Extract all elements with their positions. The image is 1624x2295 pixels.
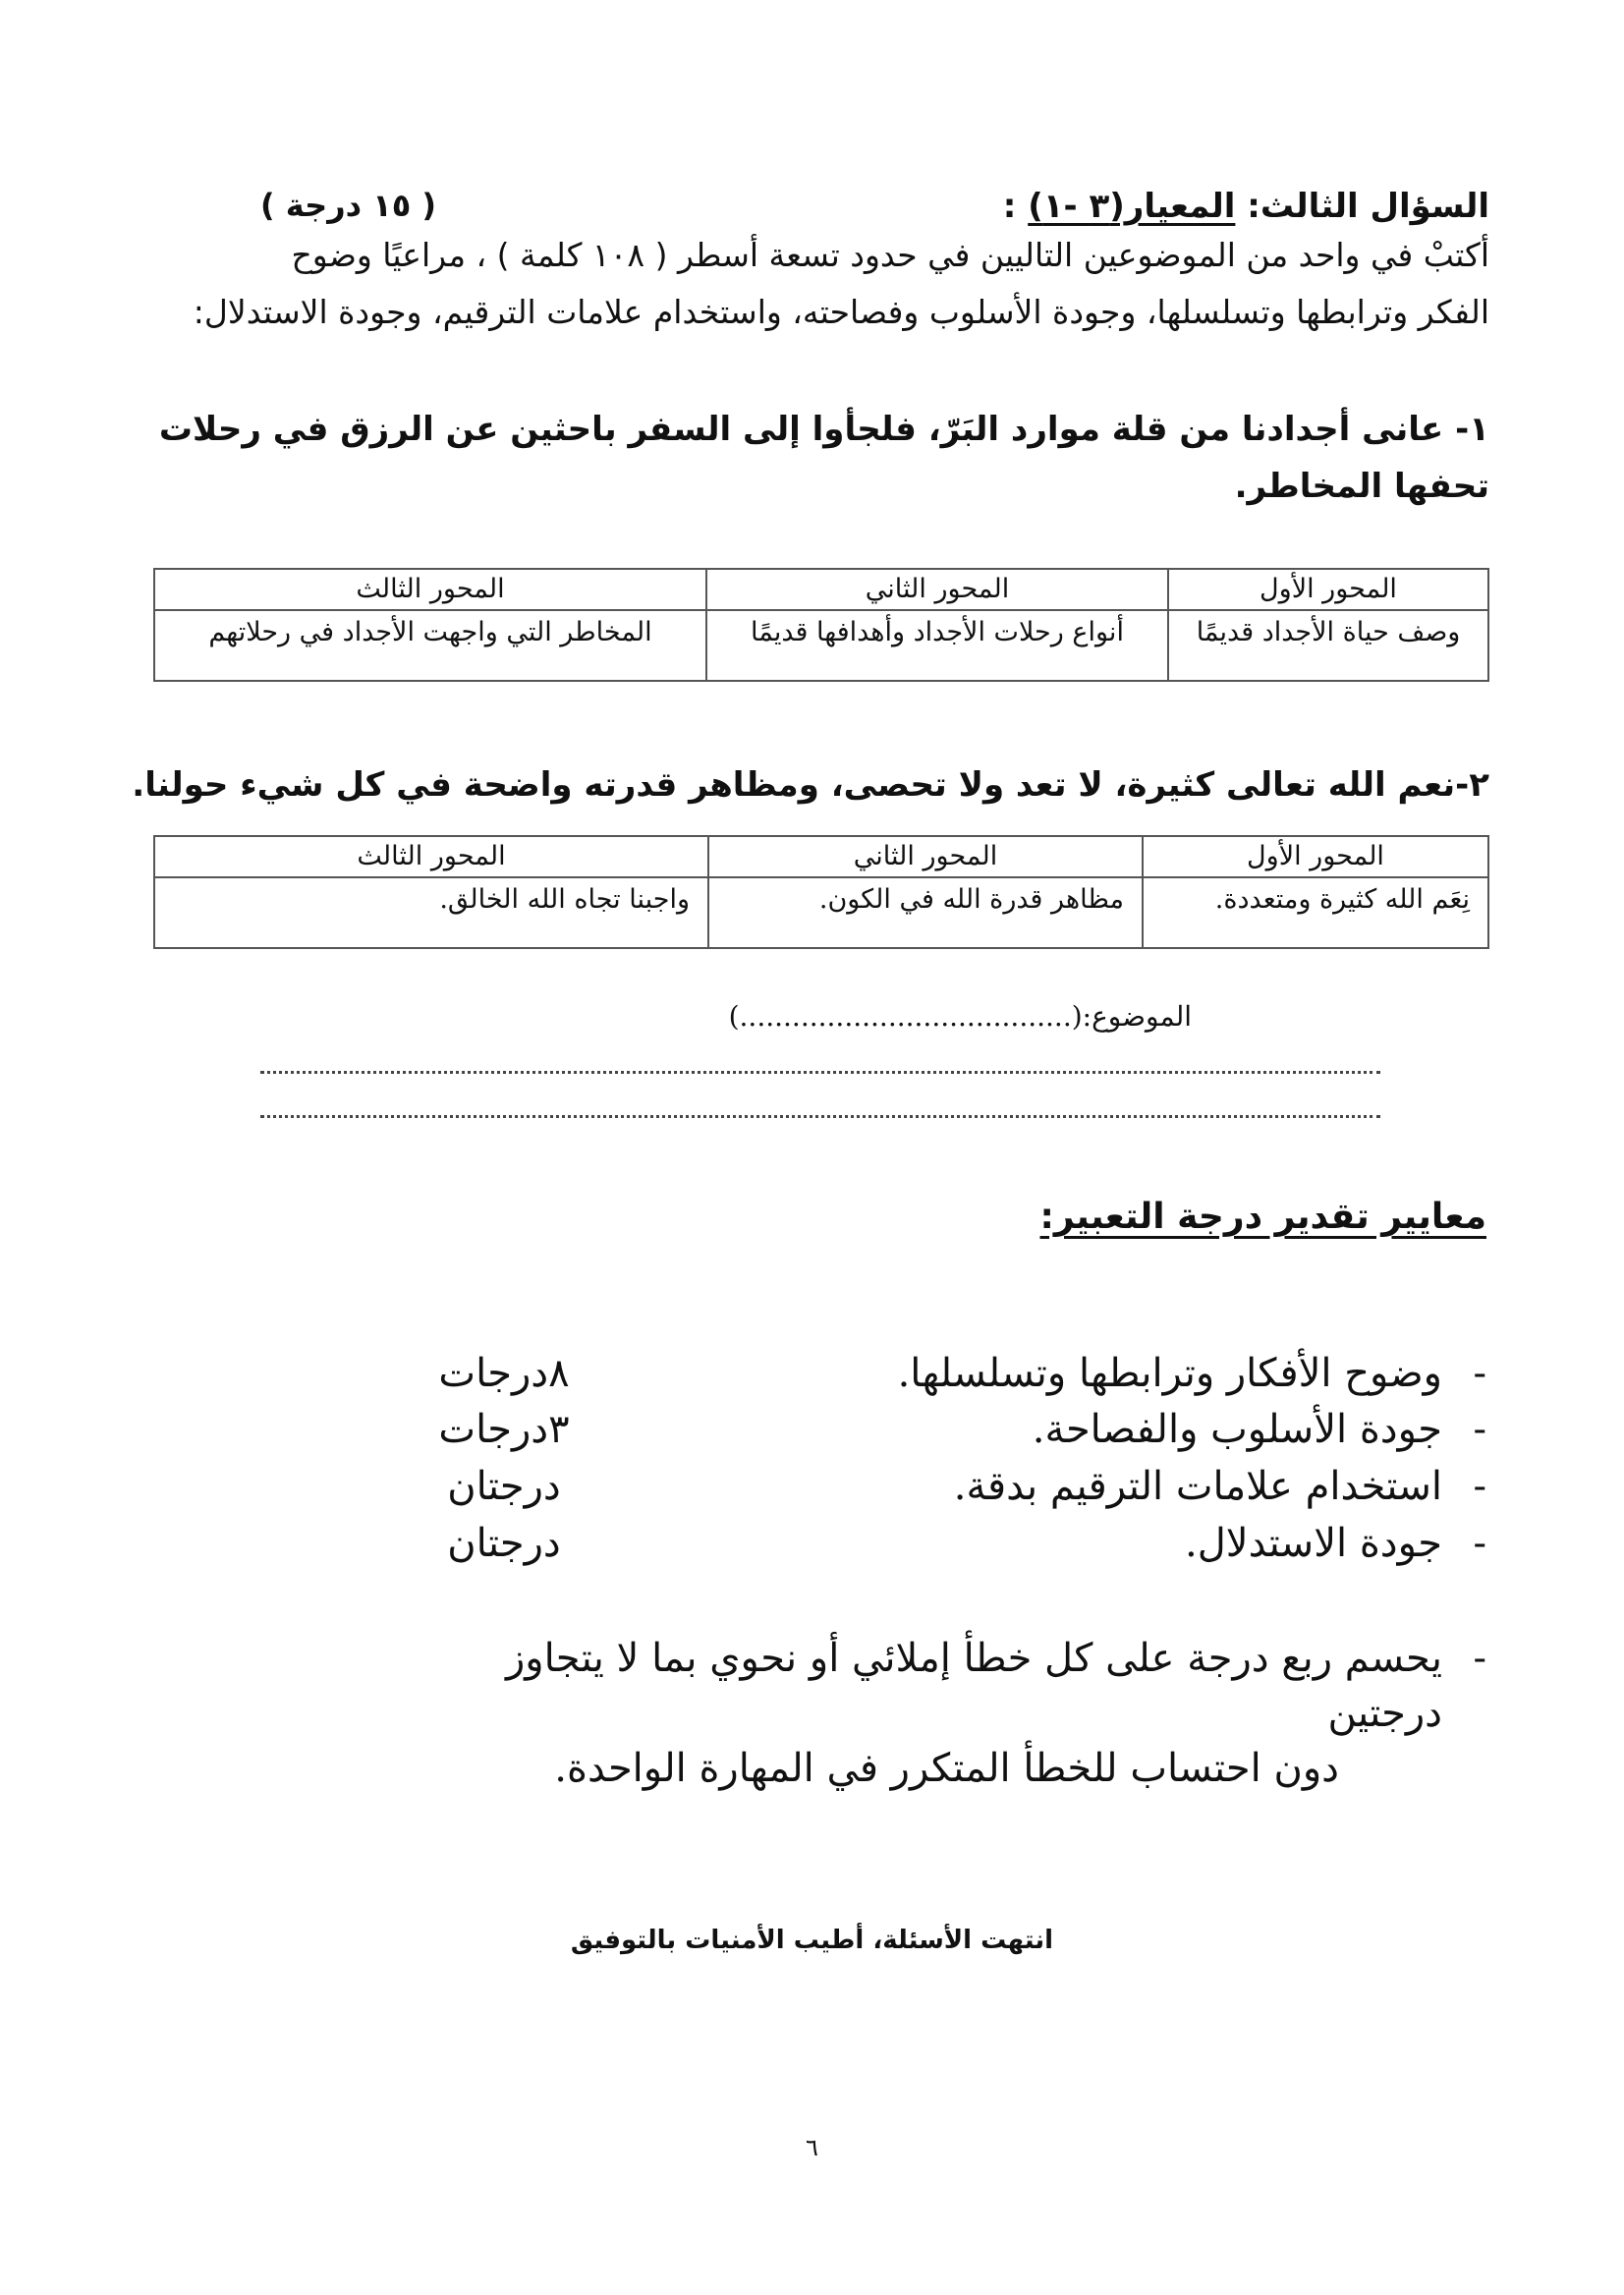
topic-2-axis-1-cell: نِعَم الله كثيرة ومتعددة.: [1143, 877, 1488, 948]
topic-1-axis-3-cell: المخاطر التي واجهت الأجداد في رحلاتهم: [154, 610, 706, 681]
closing-note: انتهت الأسئلة، أطيب الأمنيات بالتوفيق: [570, 1926, 1054, 1955]
topic-2-axis-1-header: المحور الأول: [1143, 836, 1488, 877]
bullet-dash: -: [1473, 1636, 1486, 1681]
criteria-item-label: جودة الاستدلال.: [1185, 1521, 1442, 1566]
deduction-rule: [406, 1631, 1486, 1796]
question-criterion: المعيار(٣ -١): [1028, 187, 1236, 226]
question-title: [1003, 187, 1489, 226]
criteria-item-label: جودة الأسلوب والفصاحة.: [1032, 1407, 1442, 1452]
instruction-line-2: الفكر وترابطها وتسلسلها، وجودة الأسلوب وفصاحته، واستخدام علامات الترقيم، وجودة الاستدلال:: [193, 293, 1489, 331]
bullet-dash: -: [1473, 1464, 1486, 1509]
bullet-dash: -: [1473, 1521, 1486, 1566]
topic-1-axes-body-row: [154, 610, 1488, 681]
topic-1-text: ١- عانى أجدادنا من قلة موارد البَرّ، فلجأوا إلى السفر باحثين عن الرزق في رحلات تحفها المخاطر.: [158, 410, 1489, 506]
topic-2-text: ٢-نعم الله تعالى كثيرة، لا تعد ولا تحصى، ومظاهر قدرته واضحة في كل شيء حولنا.: [132, 765, 1489, 805]
question-title-prefix: السؤال الثالث:: [1247, 187, 1489, 226]
criteria-item-label: وضوح الأفكار وترابطها وتسلسلها.: [897, 1351, 1442, 1396]
page-number: ٦: [806, 2134, 818, 2161]
topic-1-axis-2-header: المحور الثاني: [706, 569, 1168, 610]
topic-2-axis-2-cell: مظاهر قدرة الله في الكون.: [708, 877, 1143, 948]
criteria-item: [425, 1464, 1486, 1519]
answer-line-1[interactable]: [260, 1071, 1380, 1074]
topic-1-axis-1-cell: وصف حياة الأجداد قديمًا: [1168, 610, 1488, 681]
deduction-line-1: يحسم ربع درجة على كل خطأ إملائي أو نحوي بما لا يتجاوز درجتين: [505, 1636, 1442, 1736]
topic-2-axes-table: [153, 835, 1489, 949]
answer-line-2[interactable]: [260, 1115, 1380, 1118]
topic-1-axes-table: [153, 568, 1489, 682]
criteria-item: [425, 1521, 1486, 1576]
question-title-suffix: :: [1002, 187, 1029, 226]
criteria-title: معايير تقدير درجة التعبير:: [1039, 1197, 1486, 1237]
criteria-item-score: ٣درجات: [438, 1407, 570, 1452]
criteria-item-label: استخدام علامات الترقيم بدقة.: [953, 1464, 1442, 1509]
criteria-item-score: درجتان: [447, 1464, 561, 1509]
topic-2-axis-2-header: المحور الثاني: [708, 836, 1143, 877]
instruction-line-1: أكتبْ في واحد من الموضوعين التاليين في حدود تسعة أسطر ( ١٠٨ كلمة ) ، مراعيًا وضوح: [291, 236, 1489, 274]
criteria-item: [425, 1351, 1486, 1406]
bullet-dash: -: [1473, 1351, 1486, 1396]
topic-2-axes-header-row: [154, 836, 1488, 877]
topic-2-axis-3-header: المحور الثالث: [154, 836, 708, 877]
topic-1-axes-header-row: [154, 569, 1488, 610]
deduction-line-2: دون احتساب للخطأ المتكرر في المهارة الواحدة.: [554, 1746, 1339, 1791]
question-score: ( ١٥ درجة ): [260, 187, 437, 224]
criteria-item-score: درجتان: [447, 1521, 561, 1566]
criteria-item-score: ٨درجات: [438, 1351, 570, 1396]
topic-1-axis-2-cell: أنواع رحلات الأجداد وأهدافها قديمًا: [706, 610, 1168, 681]
criteria-item: [425, 1407, 1486, 1462]
topic-2-axis-3-cell: واجبنا تجاه الله الخالق.: [154, 877, 708, 948]
bullet-dash: -: [1473, 1407, 1486, 1452]
subject-line: الموضوع:(......................................): [728, 1000, 1192, 1033]
topic-1-axis-1-header: المحور الأول: [1168, 569, 1488, 610]
topic-1-axis-3-header: المحور الثالث: [154, 569, 706, 610]
topic-2-axes-body-row: [154, 877, 1488, 948]
